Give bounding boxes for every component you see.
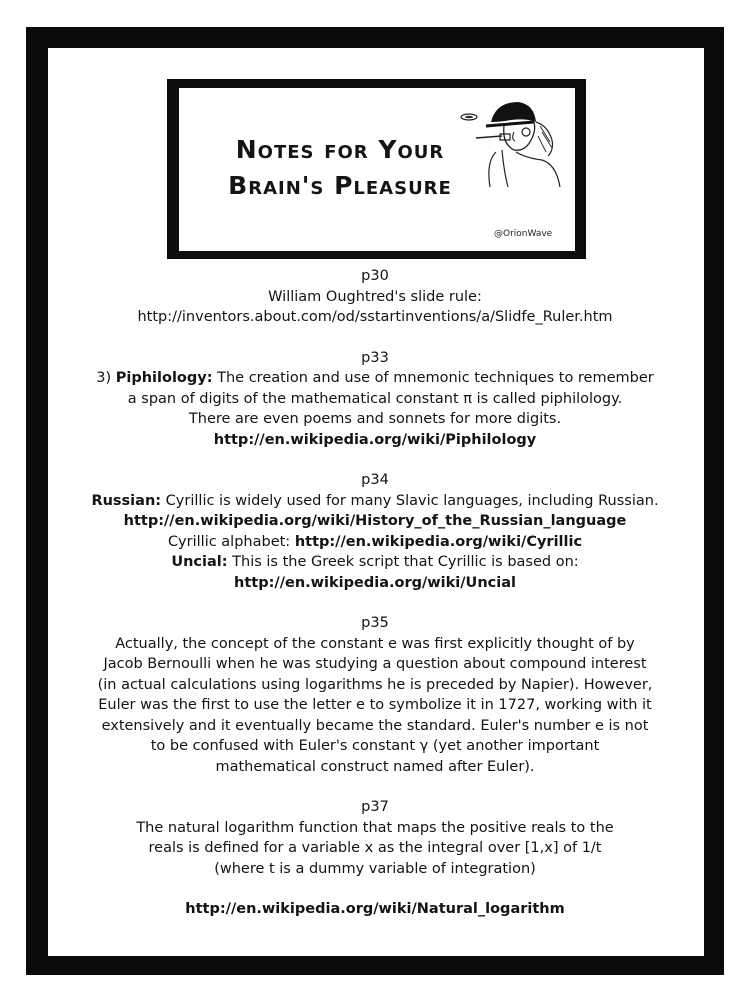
term-piphilology: Piphilology: <box>115 370 213 386</box>
page-number: p37 <box>361 799 389 815</box>
note-link[interactable]: http://en.wikipedia.org/wiki/History_of_the_Russian_language <box>123 513 627 529</box>
cyrillic-label: Cyrillic alphabet: <box>167 533 295 550</box>
term-russian: Russian: <box>91 492 162 509</box>
note-text-rest: The creation and use of mnemonic techniques to remember <box>212 370 654 386</box>
notes-content <box>60 266 690 920</box>
page-number: p33 <box>361 349 389 366</box>
note-text: reals is defined for a variable x as the integral over [1,x] of 1/t <box>148 840 602 856</box>
note-text <box>60 552 690 573</box>
note-text <box>60 368 690 389</box>
title-line-2: Brain's Pleasure <box>228 171 452 200</box>
header-title <box>215 132 465 204</box>
note-text: mathematical construct named after Euler). <box>215 758 535 775</box>
note-text: extensively and it eventually became the standard. Euler's number e is not <box>101 717 649 734</box>
note-text <box>60 491 690 512</box>
note-text: There are even poems and sonnets for more digits. <box>188 411 562 427</box>
note-text <box>60 532 690 553</box>
note-link[interactable]: http://en.wikipedia.org/wiki/Cyrillic <box>294 533 583 550</box>
note-text: a span of digits of the mathematical constant π is called piphilology. <box>127 390 623 407</box>
note-link[interactable]: http://en.wikipedia.org/wiki/Natural_logarithm <box>185 901 565 917</box>
title-line-1: Notes for Your <box>235 135 445 164</box>
note-text: Jacob Bernoulli when he was studying a question about compound interest <box>103 656 647 672</box>
item-number: 3) <box>96 370 112 386</box>
credit-signature: @OrionWave <box>494 229 553 239</box>
note-text: (where t is a dummy variable of integration) <box>214 860 536 877</box>
note-text-rest: This is the Greek script that Cyrillic is based on: <box>227 554 579 570</box>
note-link[interactable]: http://inventors.about.com/od/sstartinventions/a/Slidfe_Ruler.htm <box>137 309 613 325</box>
note-text-rest: Cyrillic is widely used for many Slavic languages, including Russian. <box>161 492 659 509</box>
term-uncial: Uncial: <box>171 554 228 570</box>
note-text: Euler was the first to use the letter e to symbolize it in 1727, working with it <box>98 697 652 713</box>
page-number: p35 <box>361 615 389 631</box>
note-link[interactable]: http://en.wikipedia.org/wiki/Piphilology <box>213 431 537 448</box>
note-text: to be confused with Euler's constant γ (yet another important <box>150 738 600 754</box>
page-number: p34 <box>361 472 389 488</box>
note-link[interactable]: http://en.wikipedia.org/wiki/Uncial <box>234 574 516 591</box>
page-number: p30 <box>361 268 389 284</box>
note-text: (in actual calculations using logarithms he is preceded by Napier). However, <box>97 676 653 693</box>
note-text: Actually, the concept of the constant e was first explicitly thought of by <box>115 635 635 652</box>
note-text: William Oughtred's slide rule: <box>268 288 482 305</box>
person-with-cap-sketch-icon <box>456 92 566 192</box>
note-text: The natural logarithm function that maps the positive reals to the <box>136 819 614 836</box>
